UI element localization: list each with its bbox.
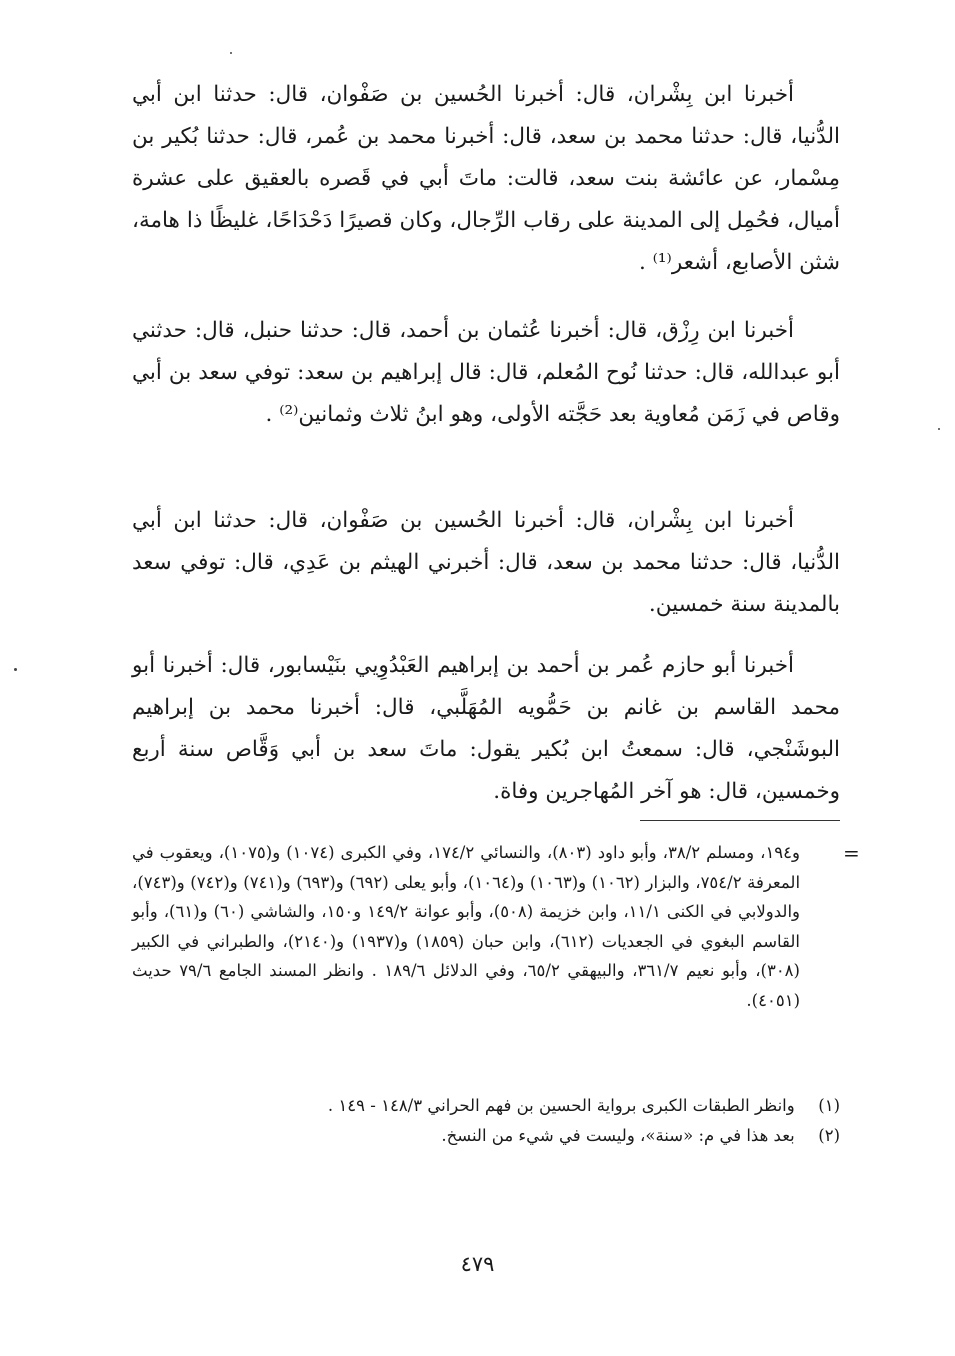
page-number: ٤٧٩ <box>460 1252 495 1276</box>
footnote-2 <box>132 1121 840 1151</box>
footnote-separator <box>640 820 840 821</box>
footnote-continuation: و١٩٤، ومسلم ٣٨/٢، وأبو داود (٨٠٣)، والنسائي ١٧٤/٢، وفي الكبرى (١٠٧٤) و(١٠٧٥)، ويعقوب في المعرفة ٧٥٤/٢، والبزار (١٠٦٢) و(١٠٦٣) و(١٠٦٤)، وأبو يعلى (٦٩٢) و(٦٩٣) و(٧٤١) و(٧٤٢) و(٧٤٣)، والدولابي في الكنى ١١/١، وابن خزيمة (٥٠٨)، وأبو عوانة ١٤٩/٢ و١٥٠، والشاشي (٦٠) و(٦١)، وأبو القاسم البغوي في الجعديات (٦١٢)، وابن حبان (١٨٥٩) و(١٩٣٧) و(٢١٤٠)، والطبراني في الكبير (٣٠٨)، وأبو نعيم ٣٦١/٧، والبيهقي ٦٥/٢، وفي الدلائل ١٨٩/٦ . وانظر المسند الجامع ٧٩/٦ حديث (٤٠٥١). <box>132 843 801 1010</box>
paragraph-1: أخبرنا ابن بِشْران، قال: أخبرنا الحُسين بن صَفْوان، قال: حدثنا ابن أبي الدُّنيا، قال: حدثنا محمد بن سعد، قال: أخبرنا محمد بن عُمر، قال: حدثنا بُكير بن مِسْمار، عن عائشة بنت سعد، قالت: ماتَ أبي في قَصره بالعقيق على عشرة أميال، فحُمِل إلى المدينة على رقاب الرِّجال، وكان قصيرًا دَحْدَاحًا، غليظًا ذا هامة، شثن الأصابع، أشعر⁽¹⁾ . <box>132 82 840 275</box>
scan-speck <box>14 668 17 671</box>
footnote-continuation-mark: = <box>843 841 860 865</box>
paragraph-2: أخبرنا ابن رِزْق، قال: أخبرنا عُثمان بن أحمد، قال: حدثنا حنبل، قال: حدثني أبو عبدالله، قال: حدثنا نُوح المُعلم، قال: قال إبراهيم بن سعد: توفي سعد بن أبي وقاص في زَمَن مُعاوية بعد حَجَّته الأولى، وهو ابنُ ثلاث وثمانين⁽²⁾ . <box>132 318 840 427</box>
paragraph-4: أخبرنا أبو حازم عُمر بن أحمد بن إبراهيم العَبْدُوِيي بنَيْسابور، قال: أخبرنا أبو محمد القاسم بن غانم بن حَمُّويه المُهَلَّبي، قال: أخبرنا محمد بن إبراهيم البوشَنْجي، قال: سمعتُ ابن بُكير يقول: ماتَ سعد بن أبي وَقَّاص سنة أربع وخمسين، قال: هو آخر المُهاجرين وفاة. <box>132 653 840 804</box>
footnote-2-number: (٢) <box>818 1126 840 1145</box>
scan-speck <box>938 428 940 430</box>
paragraph-3: أخبرنا ابن بِشْران، قال: أخبرنا الحُسين بن صَفْوان، قال: حدثنا ابن أبي الدُّنيا، قال: حدثنا محمد بن سعد، قال: أخبرني الهيثم بن عَدِي، قال: توفي سعد بالمدينة سنة خمسين. <box>132 508 840 617</box>
footnote-1-text: وانظر الطبقات الكبرى برواية الحسين بن فهم الحراني ١٤٨/٣ - ١٤٩ . <box>327 1096 795 1115</box>
footnote-1 <box>132 1091 840 1121</box>
footnote-2-text: بعد هذا في م: «سنة»، وليست في شيء من النسخ. <box>441 1126 795 1145</box>
footnote-1-number: (١) <box>818 1096 840 1115</box>
scan-speck <box>230 52 232 54</box>
